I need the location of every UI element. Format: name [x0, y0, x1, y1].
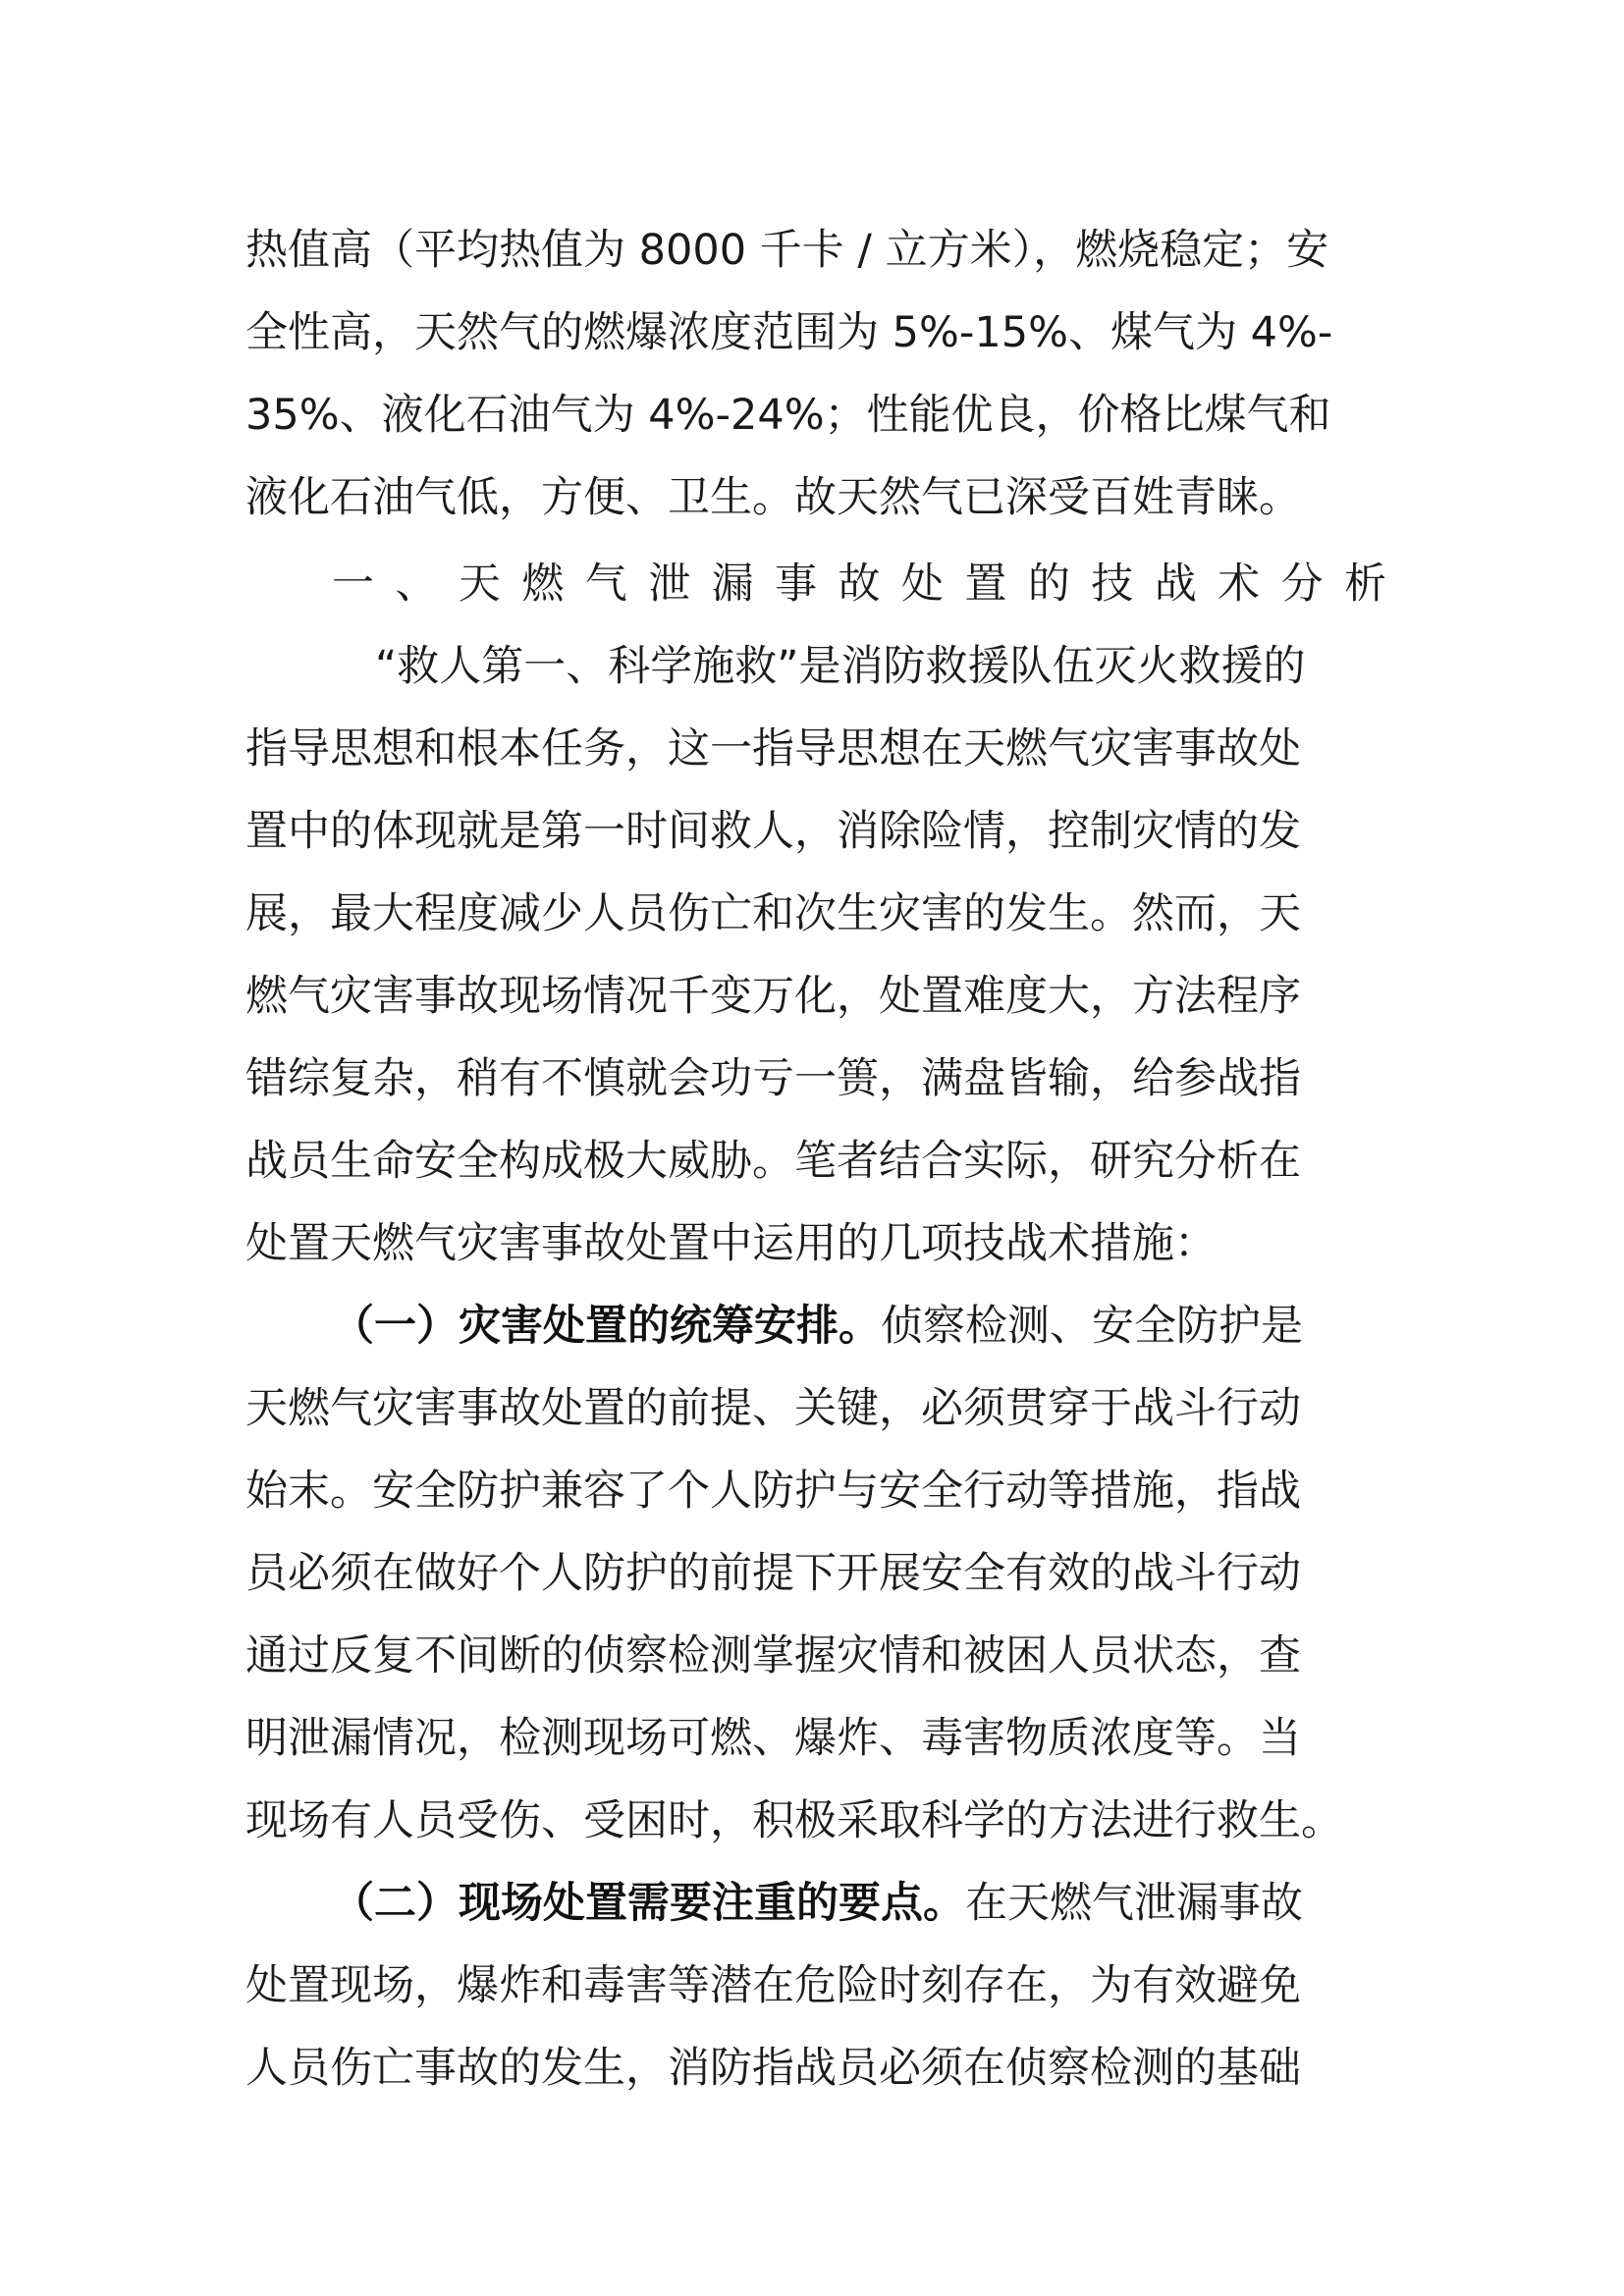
heading-char: 技 — [1091, 560, 1134, 609]
item1-line-2: 天燃气灾害事故处置的前提、关键，必须贯穿于战斗行动 — [245, 1384, 1301, 1433]
principle-line-8: 处置天燃气灾害事故处置中运用的几项技战术措施： — [245, 1219, 1217, 1268]
principle-line-4: 展，最大程度减少人员伤亡和次生灾害的发生。然而，天 — [245, 889, 1301, 938]
item1-line-7: 现场有人员受伤、受困时，积极采取科学的方法进行救生。 — [245, 1796, 1343, 1845]
item1-title: （一）灾害处置的统筹安排。 — [332, 1302, 881, 1351]
item2-line-2: 处置现场，爆炸和毒害等潜在危险时刻存在，为有效避免 — [245, 1961, 1301, 2010]
heading-char: 故 — [838, 560, 881, 609]
item2-title: （二）现场处置需要注重的要点。 — [332, 1879, 965, 1928]
principle-line-2: 指导思想和根本任务，这一指导思想在天燃气灾害事故处 — [245, 724, 1301, 774]
item1-line-6: 明泄漏情况，检测现场可燃、爆炸、毒害物质浓度等。当 — [245, 1714, 1301, 1763]
item1-line-5: 通过反复不间断的侦察检测掌握灾情和被困人员状态，查 — [245, 1631, 1301, 1681]
intro-line-1: 热值高（平均热值为 8000 千卡 / 立方米），燃烧稳定；安 — [245, 226, 1329, 275]
principle-line-6: 错综复杂，稍有不慎就会功亏一篑，满盘皆输，给参战指 — [245, 1054, 1301, 1103]
intro-line-3: 35%、液化石油气为 4%-24%；性能优良，价格比煤气和 — [245, 391, 1331, 440]
heading-char: 、 — [395, 560, 438, 609]
intro-line-2: 全性高，天然气的燃爆浓度范围为 5%-15%、煤气为 4%- — [245, 308, 1333, 357]
item1-line-4: 员必须在做好个人防护的前提下开展安全有效的战斗行动 — [245, 1549, 1301, 1598]
heading-char: 战 — [1154, 560, 1197, 609]
principle-line-5: 燃气灾害事故现场情况千变万化，处置难度大，方法程序 — [245, 972, 1301, 1021]
item1-first-line — [332, 1297, 1386, 1356]
intro-line-4: 液化石油气低，方便、卫生。故天然气已深受百姓青睐。 — [245, 473, 1301, 522]
heading-char: 泄 — [648, 560, 691, 609]
item2-first-line-rest: 在天燃气泄漏事故 — [965, 1879, 1303, 1928]
principle-line-7: 战员生命安全构成极大威胁。笔者结合实际，研究分析在 — [245, 1137, 1301, 1186]
heading-char: 术 — [1218, 560, 1261, 609]
section-heading — [332, 555, 1386, 614]
principle-line-3: 置中的体现就是第一时间救人，消除险情，控制灾情的发 — [245, 807, 1301, 856]
heading-char: 置 — [964, 560, 1007, 609]
heading-char: 漏 — [711, 560, 754, 609]
principle-line-1: “救人第一、科学施救”是消防救援队伍灭火救援的 — [375, 642, 1306, 691]
heading-char: 事 — [775, 560, 818, 609]
heading-char: 处 — [900, 560, 944, 609]
heading-char: 气 — [584, 560, 627, 609]
item1-first-line-rest: 侦察检测、安全防护是 — [881, 1302, 1303, 1351]
heading-char: 一 — [332, 560, 374, 609]
heading-char: 燃 — [521, 560, 565, 609]
item2-line-3: 人员伤亡事故的发生，消防指战员必须在侦察检测的基础 — [245, 2044, 1301, 2093]
item2-first-line — [332, 1874, 1386, 1933]
heading-char: 分 — [1280, 560, 1324, 609]
heading-char: 的 — [1027, 560, 1070, 609]
item1-line-3: 始末。安全防护兼容了个人防护与安全行动等措施，指战 — [245, 1467, 1301, 1516]
heading-char: 天 — [458, 560, 501, 609]
heading-char: 析 — [1344, 560, 1386, 609]
